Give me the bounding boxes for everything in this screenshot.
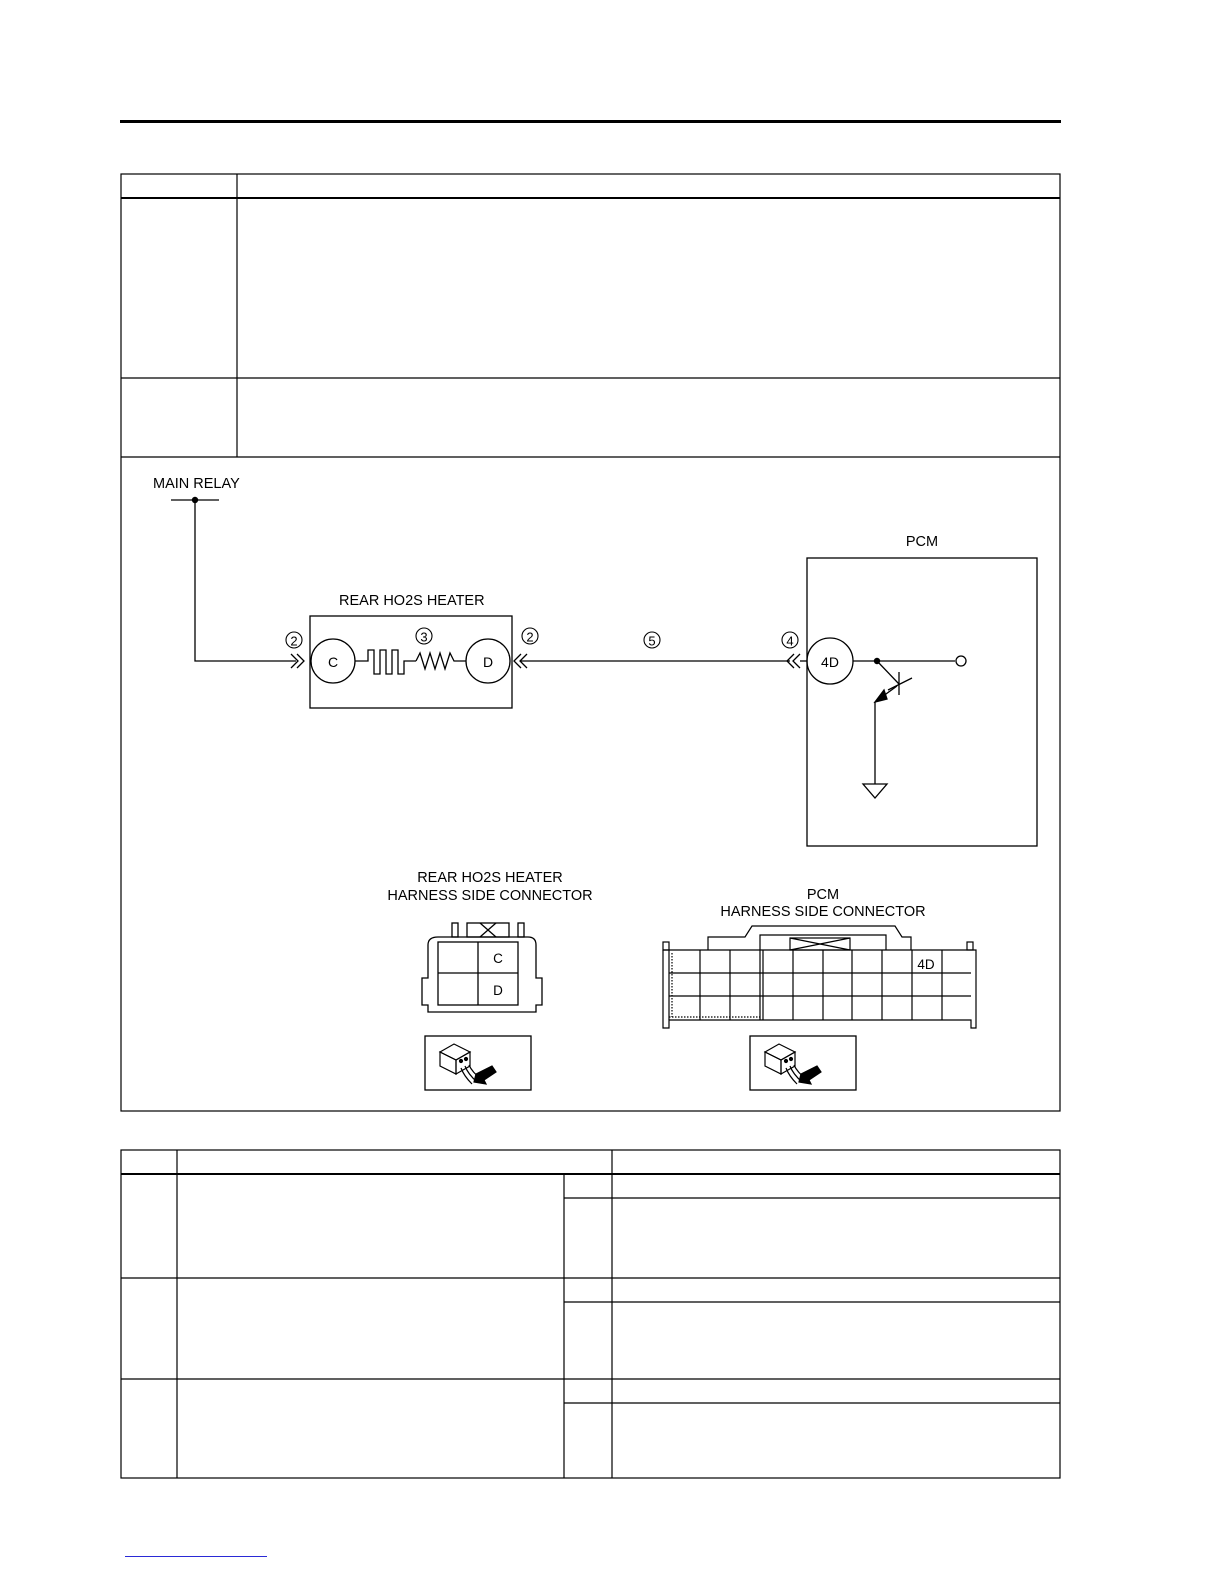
heater-connector-title-2: HARNESS SIDE CONNECTOR (387, 888, 593, 904)
heater-harness-view-icon (425, 1036, 531, 1090)
heater-box (310, 616, 512, 708)
feed-wire (195, 500, 296, 661)
callout-3 (416, 628, 432, 645)
heater-connector-title-1: REAR HO2S HEATER (417, 870, 563, 886)
main-relay-label: MAIN RELAY (153, 476, 240, 492)
heater-label: REAR HO2S HEATER (339, 593, 485, 609)
callout-2-left (286, 632, 302, 649)
pcm-connector-face (663, 887, 976, 1028)
heater-connector-face (387, 870, 592, 1012)
svg-text:2: 2 (290, 633, 298, 649)
svg-text:4: 4 (786, 633, 794, 649)
pcm-connector-title-2: HARNESS SIDE CONNECTOR (720, 904, 926, 920)
pcm-connector-pin-4d: 4D (917, 957, 935, 972)
callout-2-right (522, 628, 538, 645)
svg-text:5: 5 (648, 633, 656, 649)
wiring-diagram (153, 476, 1037, 846)
svg-text:2: 2 (526, 629, 534, 645)
pcm-connector-title-1: PCM (806, 887, 840, 903)
pcm-driver-transistor (853, 656, 966, 798)
diagnostic-table (121, 1150, 1060, 1478)
footer-link-underline[interactable] (125, 1556, 267, 1557)
heater-connector-pin-c: C (493, 951, 503, 966)
callout-4 (782, 632, 798, 649)
heater-element-symbol (355, 650, 416, 674)
svg-text:3: 3 (420, 629, 428, 645)
pcm-box (807, 558, 1037, 846)
pcm-label: PCM (905, 534, 939, 550)
terminal-d-label: D (482, 654, 494, 670)
callout-5 (644, 632, 660, 649)
pcm-harness-view-icon (750, 1036, 856, 1090)
heater-connector-pin-d: D (493, 983, 503, 998)
terminal-c-label: C (327, 654, 339, 670)
terminal-4d-label: 4D (821, 654, 839, 670)
resistor-symbol (416, 653, 466, 669)
